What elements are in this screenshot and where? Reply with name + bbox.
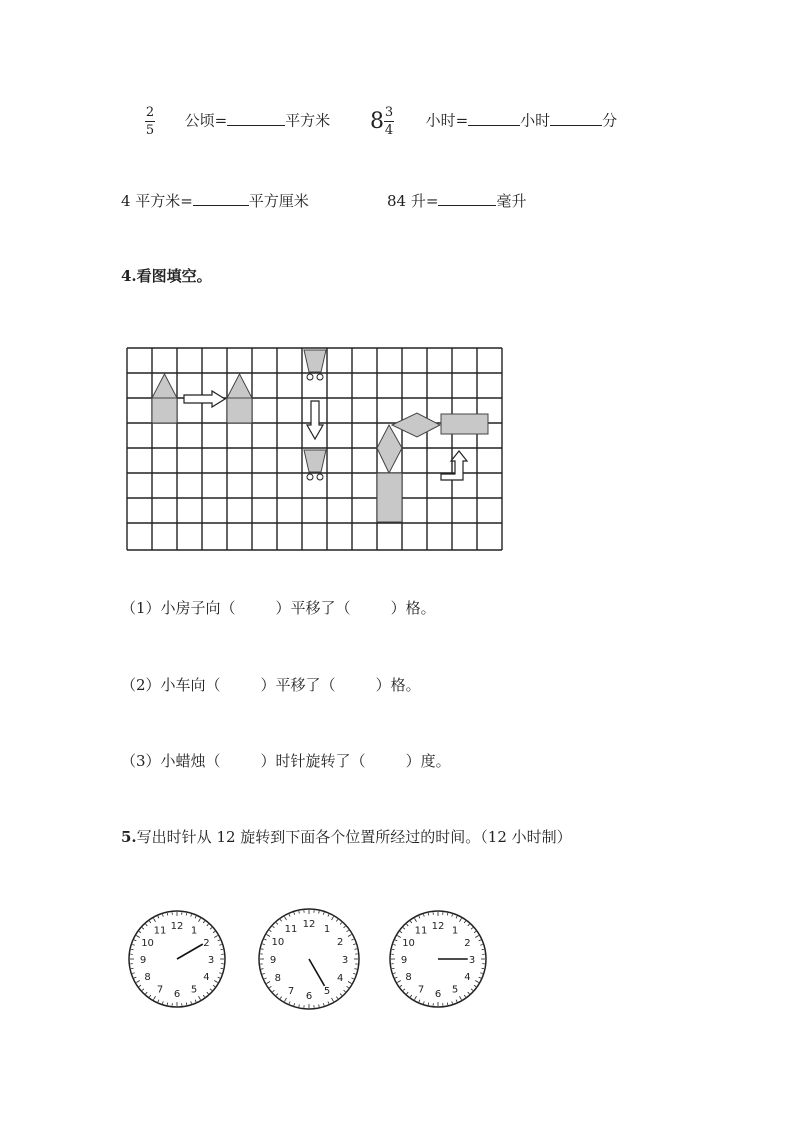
question-5-title [121, 826, 572, 847]
clock-number: 10 [402, 938, 415, 949]
clock-number: 1 [451, 925, 459, 937]
clock-number: 8 [405, 972, 412, 983]
clock-face [127, 909, 227, 1009]
clock-number: 3 [207, 955, 215, 966]
answer-blank[interactable] [193, 191, 249, 206]
clock-number: 3 [468, 955, 476, 966]
clock-number: 6 [305, 991, 313, 1002]
q4-item-3-end: ）度。 [405, 752, 451, 770]
unit-square-cm-label: 平方厘米 [248, 192, 309, 210]
candle-shape-rotated [392, 413, 488, 437]
clock-tick [186, 913, 187, 915]
mixed-number-whole: 8 [370, 109, 384, 134]
clock-number: 6 [173, 989, 181, 1000]
clock-number: 10 [141, 938, 154, 949]
clock-tick [392, 949, 394, 950]
clock-number: 2 [464, 938, 471, 949]
clock-number: 6 [434, 989, 442, 1000]
q4-item-3-label: （3）小蜡烛（ [121, 752, 221, 770]
car-shape-moved [304, 450, 326, 480]
clock-tick [354, 949, 356, 950]
clock-3 [388, 909, 488, 1013]
answer-blank[interactable] [438, 191, 496, 206]
house-shape-moved [227, 374, 252, 423]
candle-shape-original [377, 425, 402, 522]
clock-tick [167, 913, 168, 915]
answer-blank-hours[interactable] [468, 111, 520, 126]
q4-item-1 [121, 597, 436, 618]
car-shape-original [304, 350, 326, 380]
clock-number: 7 [417, 984, 425, 996]
conversion-row-2-left [121, 190, 309, 211]
unit-hour-label: 小时= [425, 111, 469, 130]
clock-number: 3 [341, 955, 349, 966]
fraction-two-fifths [145, 106, 155, 137]
clock-tick [186, 1003, 187, 1005]
clock-number: 11 [153, 925, 167, 937]
unit-minute-label: 分 [602, 111, 618, 130]
clock-face [388, 909, 488, 1009]
clock-number: 2 [336, 937, 344, 948]
q4-item-1-mid: ）平移了（ [275, 599, 351, 617]
q4-item-2 [121, 674, 421, 695]
house-shape-original [152, 374, 177, 423]
clock-2 [257, 907, 361, 1015]
clock-number: 7 [156, 984, 164, 996]
clock-number: 11 [414, 925, 428, 937]
clock-tick [319, 1004, 320, 1006]
clock-tick [447, 913, 448, 915]
rotation-arrow-icon [441, 451, 467, 480]
clock-tick [299, 1004, 300, 1006]
clock-tick [167, 1003, 168, 1005]
clock-number: 7 [287, 986, 295, 998]
unit-ml-label: 毫升 [496, 192, 527, 210]
conversion-row-1-right [370, 106, 617, 137]
fraction-three-fourths [384, 106, 394, 137]
clock-tick [299, 911, 300, 913]
clock-number: 8 [274, 973, 282, 984]
clock-face [257, 907, 361, 1011]
clock-number: 5 [190, 984, 198, 996]
answer-blank[interactable] [227, 111, 285, 126]
clock-number: 1 [190, 925, 198, 937]
clock-number: 4 [336, 973, 344, 984]
clock-number: 10 [271, 937, 285, 948]
translation-grid-figure [126, 347, 506, 552]
clock-tick [221, 968, 223, 969]
q4-item-2-mid: ）平移了（ [260, 676, 336, 694]
clock-number: 4 [464, 972, 471, 983]
q4-item-3 [121, 750, 451, 771]
q4-item-1-end: ）格。 [390, 599, 436, 617]
fraction-denominator: 4 [384, 123, 394, 138]
clock-number: 12 [302, 919, 316, 930]
clock-tick [131, 949, 133, 950]
clock-number: 9 [139, 955, 147, 966]
clock-tick [131, 968, 133, 969]
clock-number: 11 [284, 923, 298, 935]
clock-tick [319, 911, 320, 913]
fraction-denominator: 5 [145, 123, 155, 138]
grid-lines [127, 348, 502, 550]
unit-hour-mid-label: 小时 [520, 111, 551, 130]
clock-tick [354, 969, 356, 970]
square-meter-value: 4 平方米= [121, 192, 193, 210]
fraction-numerator: 2 [145, 105, 155, 120]
unit-hectare-label: 公顷= [184, 111, 228, 130]
clock-tick [428, 913, 429, 915]
q4-item-3-mid: ）时针旋转了（ [260, 752, 366, 770]
clock-number: 5 [451, 984, 459, 996]
clock-number: 9 [400, 955, 408, 966]
q4-item-2-end: ）格。 [375, 676, 421, 694]
clock-tick [428, 1003, 429, 1005]
clock-tick [392, 968, 394, 969]
clock-number: 12 [170, 921, 184, 932]
clock-tick [221, 949, 223, 950]
clock-number: 12 [431, 921, 445, 932]
clock-number: 1 [323, 923, 331, 935]
clock-tick [482, 968, 484, 969]
right-arrow-icon [184, 391, 225, 407]
question-4-title: 4.看图填空。 [121, 267, 212, 285]
question-5-number: 5. [121, 828, 137, 846]
q4-item-2-label: （2）小车向（ [121, 676, 221, 694]
clock-number: 5 [323, 986, 331, 998]
fraction-numerator: 3 [384, 105, 394, 120]
answer-blank-minutes[interactable] [550, 111, 602, 126]
clock-tick [261, 969, 263, 970]
clock-number: 9 [269, 955, 277, 966]
unit-square-meter-label: 平方米 [285, 111, 331, 130]
clock-tick [261, 949, 263, 950]
q4-item-1-label: （1）小房子向（ [121, 599, 236, 617]
conversion-row-2-right [387, 190, 526, 211]
clock-1 [127, 909, 227, 1013]
conversion-row-1 [145, 106, 330, 137]
clock-tick [447, 1003, 448, 1005]
down-arrow-icon [307, 401, 323, 439]
liter-value: 84 升= [387, 192, 439, 210]
question-5-text: 写出时针从 12 旋转到下面各个位置所经过的时间。（12 小时制） [136, 828, 572, 846]
clock-number: 8 [144, 972, 151, 983]
clock-tick [482, 949, 484, 950]
clock-number: 2 [203, 938, 210, 949]
clock-number: 4 [203, 972, 210, 983]
